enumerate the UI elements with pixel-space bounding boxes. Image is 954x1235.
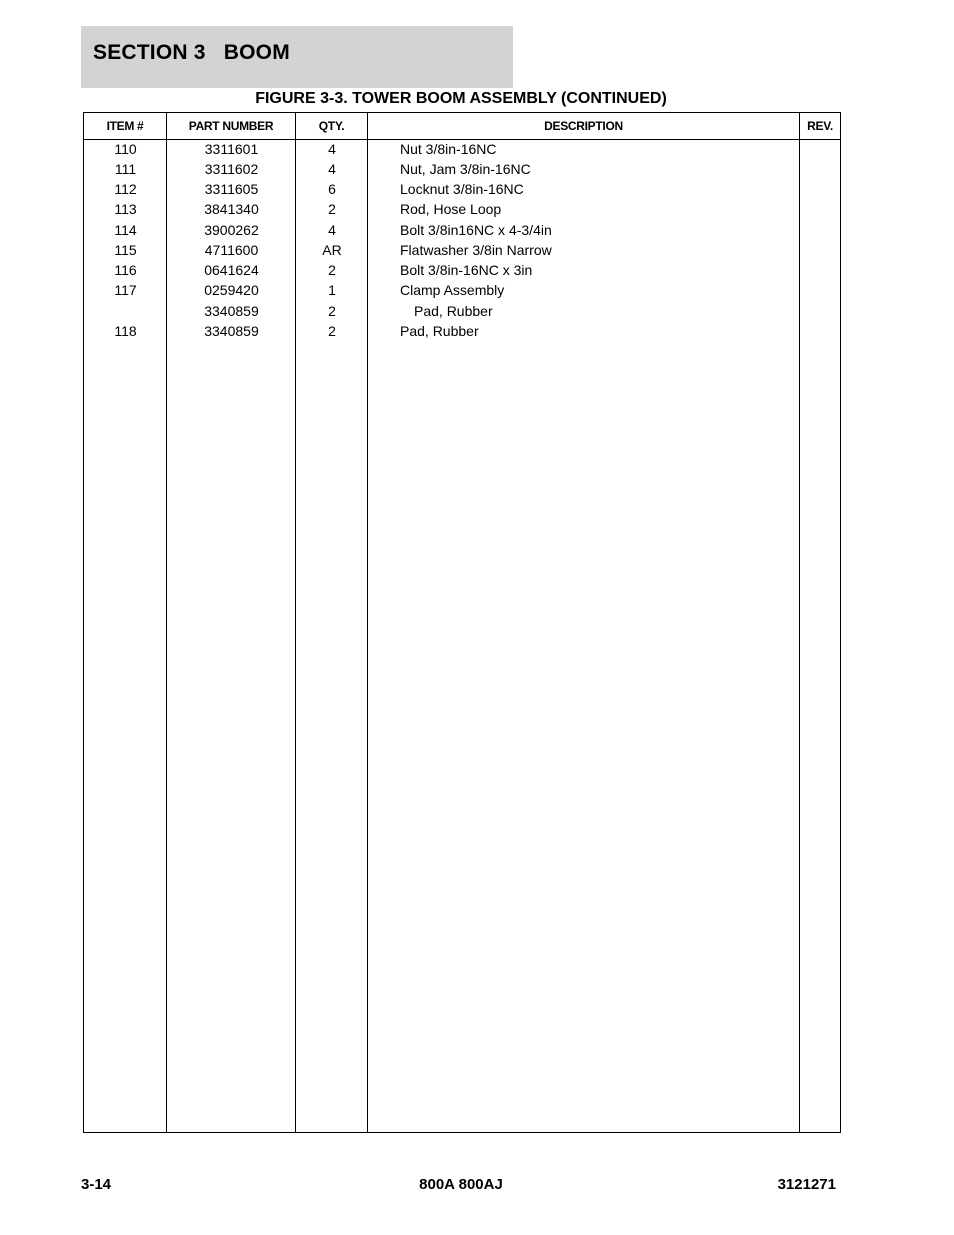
table-row (84, 199, 840, 219)
cell-rev (800, 280, 840, 300)
cell-qty: AR (322, 242, 342, 258)
cell-part-number: 3900262 (204, 222, 259, 238)
table-row (84, 301, 840, 321)
cell-item: 110 (114, 141, 137, 157)
header-description: DESCRIPTION (544, 119, 623, 133)
cell-description: Nut 3/8in-16NC (400, 141, 497, 157)
cell-part-number: 4711600 (204, 242, 259, 258)
footer-doc-number: 3121271 (777, 1176, 836, 1193)
cell-qty: 2 (328, 201, 336, 217)
cell-rev (800, 199, 840, 219)
cell-part-number: 3841340 (204, 201, 259, 217)
table-row (84, 179, 840, 199)
figure-title: FIGURE 3-3. TOWER BOOM ASSEMBLY (CONTINUED) (255, 90, 667, 107)
cell-rev (800, 220, 840, 240)
cell-rev (800, 159, 840, 179)
cell-item: 114 (114, 222, 137, 238)
cell-description: Pad, Rubber (414, 303, 493, 319)
table-row (84, 220, 840, 240)
cell-item: 117 (114, 282, 137, 298)
cell-qty: 4 (328, 141, 336, 157)
section-header (81, 26, 513, 88)
cell-item: 111 (114, 161, 137, 177)
parts-table (83, 112, 841, 1133)
cell-item: 113 (114, 201, 137, 217)
cell-description: Pad, Rubber (400, 323, 479, 339)
cell-item (84, 301, 167, 321)
table-row (84, 159, 840, 179)
cell-item: 112 (114, 181, 137, 197)
cell-description: Rod, Hose Loop (400, 201, 502, 217)
cell-part-number: 3311605 (204, 181, 259, 197)
cell-item: 115 (114, 242, 137, 258)
cell-part-number: 3340859 (204, 303, 259, 319)
cell-rev (800, 179, 840, 199)
cell-part-number: 3340859 (204, 323, 259, 339)
cell-part-number: 0259420 (204, 282, 259, 298)
cell-rev (800, 260, 840, 280)
cell-item: 118 (114, 323, 137, 339)
cell-description: Flatwasher 3/8in Narrow (400, 242, 552, 258)
header-qty: QTY. (318, 119, 345, 133)
cell-qty: 4 (328, 222, 336, 238)
header-part-number: PART NUMBER (188, 119, 274, 133)
cell-part-number: 0641624 (204, 262, 259, 278)
cell-part-number: 3311601 (204, 141, 259, 157)
cell-item: 116 (114, 262, 137, 278)
cell-qty: 1 (328, 282, 336, 298)
cell-description: Bolt 3/8in-16NC x 3in (400, 262, 533, 278)
cell-qty: 2 (328, 262, 336, 278)
cell-rev (800, 240, 840, 260)
table-header-row (84, 113, 840, 140)
cell-description: Nut, Jam 3/8in-16NC (400, 161, 531, 177)
cell-description: Clamp Assembly (400, 282, 505, 298)
cell-description: Bolt 3/8in16NC x 4-3/4in (400, 222, 552, 238)
footer-page-number: 3-14 (81, 1176, 112, 1193)
header-rev: REV. (807, 119, 833, 133)
footer-model: 800A 800AJ (419, 1176, 503, 1193)
table-row (84, 240, 840, 260)
cell-qty: 6 (328, 181, 336, 197)
cell-description: Locknut 3/8in-16NC (400, 181, 524, 197)
table-row (84, 139, 840, 159)
cell-part-number: 3311602 (204, 161, 259, 177)
cell-rev (800, 139, 840, 159)
table-row (84, 321, 840, 341)
table-row (84, 280, 840, 300)
table-row (84, 260, 840, 280)
header-item: ITEM # (106, 119, 144, 133)
cell-rev (800, 301, 840, 321)
section-title: SECTION 3 BOOM (93, 41, 290, 64)
cell-qty: 2 (328, 323, 336, 339)
cell-rev (800, 321, 840, 341)
cell-qty: 2 (328, 303, 336, 319)
cell-qty: 4 (328, 161, 336, 177)
